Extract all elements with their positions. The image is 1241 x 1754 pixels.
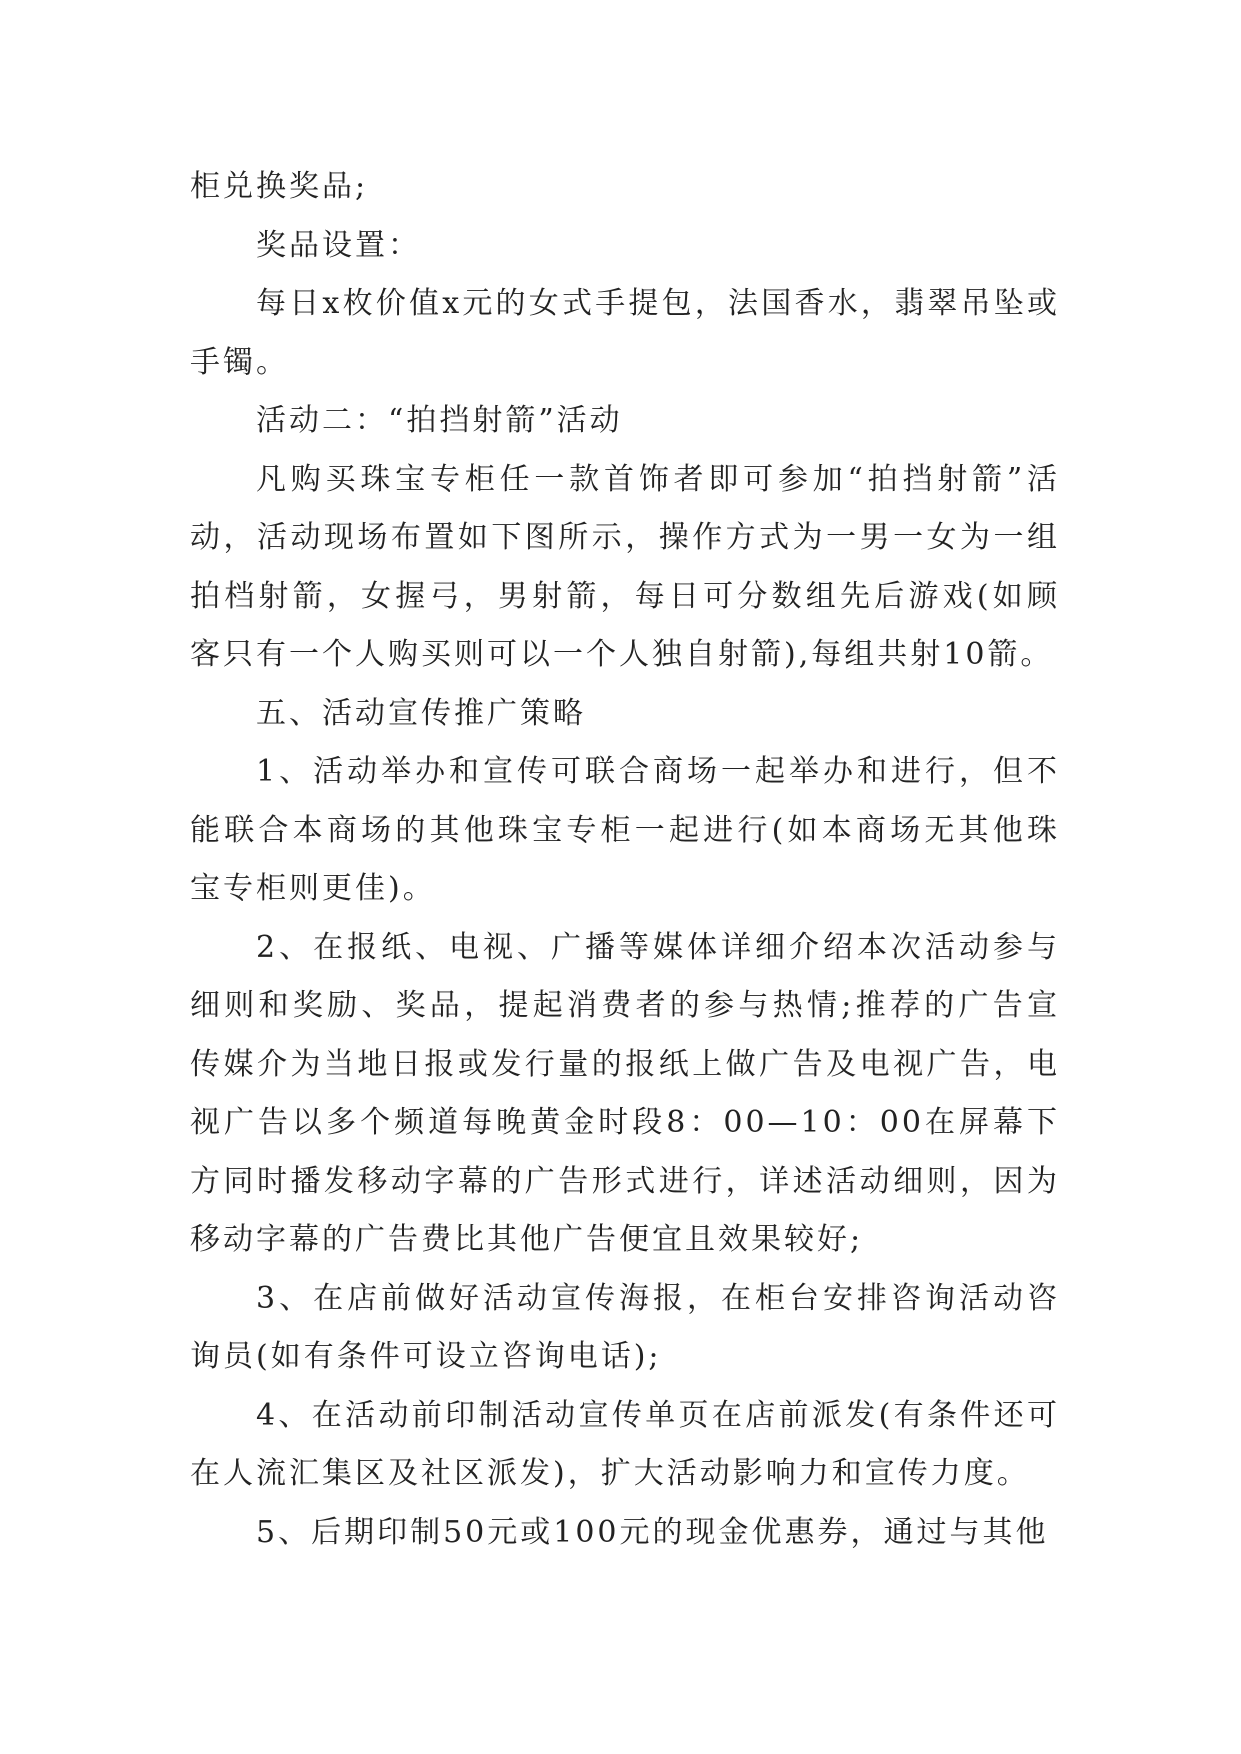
paragraph-8: 2、在报纸、电视、广播等媒体详细介绍本次活动参与细则和奖励、奖品，提起消费者的参与热情;推荐的广告宣传媒介为当地日报或发行量的报纸上做广告及电视广告，电视广告以多个频道每晚黄金时段8：00—10：00在屏幕下方同时播发移动字幕的广告形式进行，详述活动细则，因为移动字幕的广告费比其他广告便宜且效果较好; — [190, 929, 1060, 1257]
paragraph-6: 五、活动宣传推广策略 — [256, 695, 586, 731]
paragraph-4: 活动二：“拍挡射箭”活动 — [256, 403, 623, 438]
paragraph-3: 每日x枚价值x元的女式手提包，法国香水，翡翠吊坠或手镯。 — [190, 286, 1060, 380]
paragraph-7: 1、活动举办和宣传可联合商场一起举办和进行，但不能联合本商场的其他珠宝专柜一起进行(如本商场无其他珠宝专柜则更佳)。 — [190, 754, 1060, 906]
paragraph-10: 4、在活动前印制活动宣传单页在店前派发(有条件还可在人流汇集区及社区派发)，扩大活动影响力和宣传力度。 — [190, 1397, 1060, 1491]
paragraph-2: 奖品设置： — [256, 227, 421, 263]
paragraph-9: 3、在店前做好活动宣传海报，在柜台安排咨询活动咨询员(如有条件可设立咨询电话); — [190, 1280, 1060, 1374]
paragraph-1: 柜兑换奖品; — [190, 169, 369, 204]
paragraph-11: 5、后期印制50元或100元的现金优惠券，通过与其他 — [256, 1514, 1049, 1550]
paragraph-5: 凡购买珠宝专柜任一款首饰者即可参加“拍挡射箭”活动，活动现场布置如下图所示，操作方式为一男一女为一组拍档射箭，女握弓，男射箭，每日可分数组先后游戏(如顾客只有一个人购买则可以一个人独自射箭),每组共射10箭。 — [190, 461, 1060, 672]
document-body — [190, 158, 1060, 1562]
